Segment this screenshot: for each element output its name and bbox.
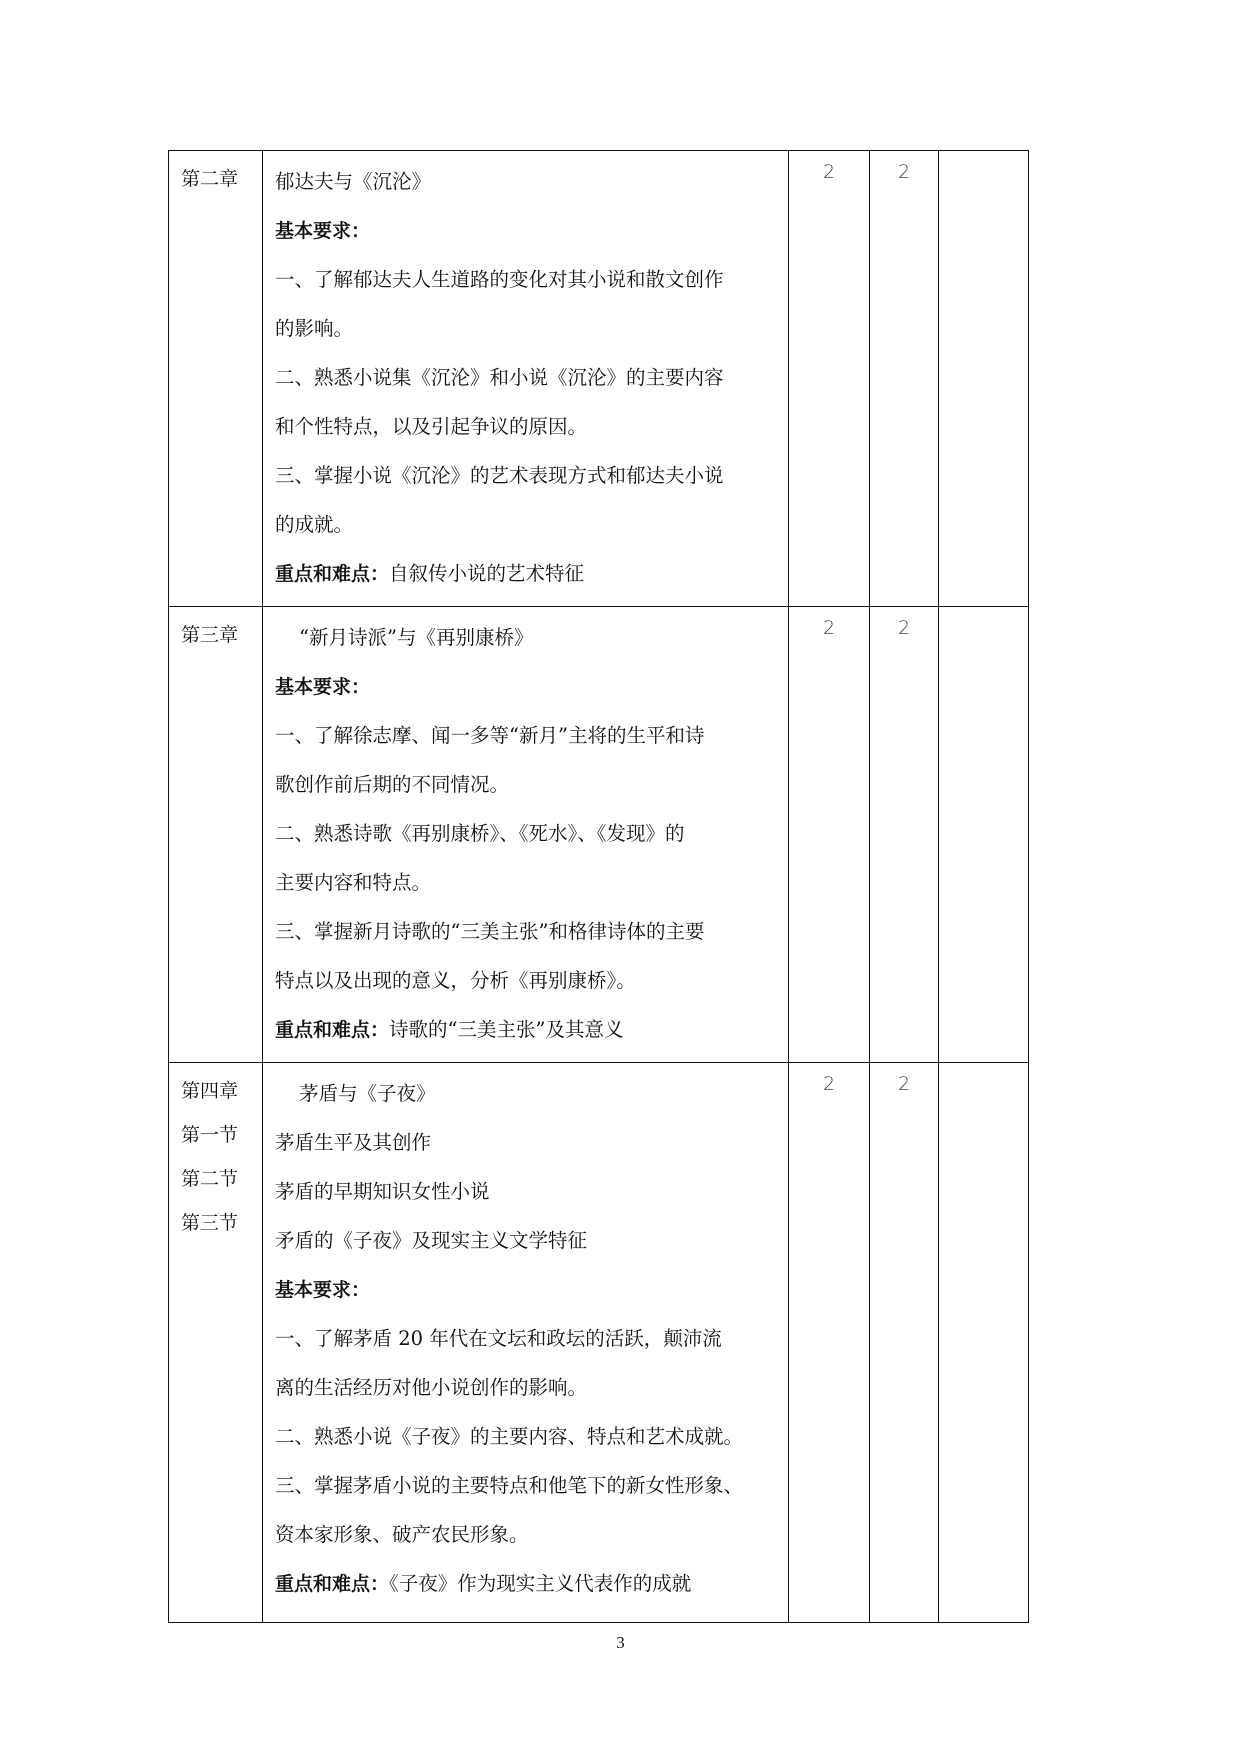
content-line (275, 549, 778, 598)
content-line (275, 956, 778, 1005)
content-line (275, 809, 778, 858)
content-text: 特点以及出现的意义，分析《再别康桥》。 (275, 969, 636, 992)
content-text: 诗歌的“三美主张”及其意义 (389, 1018, 624, 1041)
hours-a-cell (789, 1063, 870, 1623)
chapter-cell (169, 151, 263, 607)
content-line (275, 500, 778, 549)
content-line (275, 1412, 778, 1461)
content-text: 茅盾生平及其创作 (275, 1131, 432, 1154)
content-text: 茅盾的早期知识女性小说 (275, 1180, 490, 1203)
content-line (275, 1118, 778, 1167)
page-number: 3 (616, 1633, 625, 1652)
section-heading: 重点和难点： (275, 1019, 390, 1041)
content-line (275, 206, 778, 255)
hours-value: 2 (897, 161, 911, 183)
content-line (275, 613, 778, 662)
content-text: 主要内容和特点。 (275, 871, 432, 894)
hours-value: 2 (822, 617, 836, 639)
content-text: 二、熟悉小说集《沉沦》和小说《沉沦》的主要内容 (275, 366, 724, 389)
content-text: 一、了解茅盾 20 年代在文坛和政坛的活跃，颠沛流 (275, 1327, 722, 1350)
content-line (275, 304, 778, 353)
chapter-label: 第四章 (181, 1080, 239, 1102)
section-heading: 基本要求： (275, 676, 371, 698)
section-heading: 基本要求： (275, 220, 371, 242)
table-row (169, 1063, 1029, 1623)
table-row (169, 607, 1029, 1063)
content-line (275, 1363, 778, 1412)
content-line (275, 858, 778, 907)
content-text: 三、掌握小说《沉沦》的艺术表现方式和郁达夫小说 (275, 464, 724, 487)
content-text: 和个性特点，以及引起争议的原因。 (275, 415, 588, 438)
content-text: 矛盾的《子夜》及现实主义文学特征 (275, 1229, 588, 1252)
content-line (275, 451, 778, 500)
content-text: 自叙传小说的艺术特征 (389, 562, 585, 585)
content-text: 资本家形象、破产农民形象。 (275, 1523, 529, 1546)
content-line (275, 1461, 778, 1510)
chapter-cell (169, 607, 263, 1063)
note-cell (939, 151, 1029, 607)
content-text: 的成就。 (275, 513, 354, 536)
content-line (275, 711, 778, 760)
chapter-label: 第二章 (181, 168, 239, 190)
hours-value: 2 (897, 617, 911, 639)
hours-b-cell (870, 151, 939, 607)
content-text: “新月诗派”与《再别康桥》 (299, 626, 534, 649)
chapter-label: 第二节 (181, 1168, 239, 1190)
chapter-label: 第一节 (181, 1124, 239, 1146)
table-row (169, 151, 1029, 607)
content-line (275, 1510, 778, 1559)
content-cell (263, 151, 789, 607)
content-line (275, 1314, 778, 1363)
content-line (275, 255, 778, 304)
content-text: 三、掌握茅盾小说的主要特点和他笔下的新女性形象、 (275, 1474, 744, 1497)
content-line (275, 760, 778, 809)
content-line (275, 402, 778, 451)
hours-a-cell (789, 607, 870, 1063)
content-line (275, 1216, 778, 1265)
hours-value: 2 (897, 1073, 911, 1095)
content-text: 《子夜》作为现实主义代表作的成就 (389, 1572, 692, 1595)
content-text: 三、掌握新月诗歌的“三美主张”和格律诗体的主要 (275, 920, 705, 943)
hours-value: 2 (822, 1073, 836, 1095)
hours-b-cell (870, 1063, 939, 1623)
chapter-cell (169, 1063, 263, 1623)
hours-b-cell (870, 607, 939, 1063)
syllabus-table (168, 150, 1029, 1623)
note-cell (939, 607, 1029, 1063)
content-text: 一、了解郁达夫人生道路的变化对其小说和散文创作 (275, 268, 724, 291)
section-heading: 重点和难点： (275, 563, 390, 585)
content-text: 歌创作前后期的不同情况。 (275, 773, 510, 796)
content-line (275, 1167, 778, 1216)
chapter-label: 第三节 (181, 1212, 239, 1234)
section-heading: 重点和难点： (275, 1573, 390, 1595)
content-text: 郁达夫与《沉沦》 (275, 170, 432, 193)
content-text: 茅盾与《子夜》 (299, 1082, 436, 1105)
note-cell (939, 1063, 1029, 1623)
content-cell (263, 607, 789, 1063)
content-line (275, 662, 778, 711)
content-text: 一、了解徐志摩、闻一多等“新月”主将的生平和诗 (275, 724, 705, 747)
content-line (275, 1559, 778, 1608)
content-line (275, 157, 778, 206)
content-line (275, 907, 778, 956)
content-text: 的影响。 (275, 317, 354, 340)
syllabus-table-body (169, 151, 1029, 1623)
content-line (275, 1265, 778, 1314)
hours-a-cell (789, 151, 870, 607)
content-text: 二、熟悉小说《子夜》的主要内容、特点和艺术成就。 (275, 1425, 744, 1448)
content-cell (263, 1063, 789, 1623)
content-line (275, 1069, 778, 1118)
hours-value: 2 (822, 161, 836, 183)
chapter-label: 第三章 (181, 624, 239, 646)
content-text: 二、熟悉诗歌《再别康桥》、《死水》、《发现》的 (275, 822, 685, 845)
section-heading: 基本要求： (275, 1279, 371, 1301)
content-text: 离的生活经历对他小说创作的影响。 (275, 1376, 588, 1399)
content-line (275, 353, 778, 402)
content-line (275, 1005, 778, 1054)
